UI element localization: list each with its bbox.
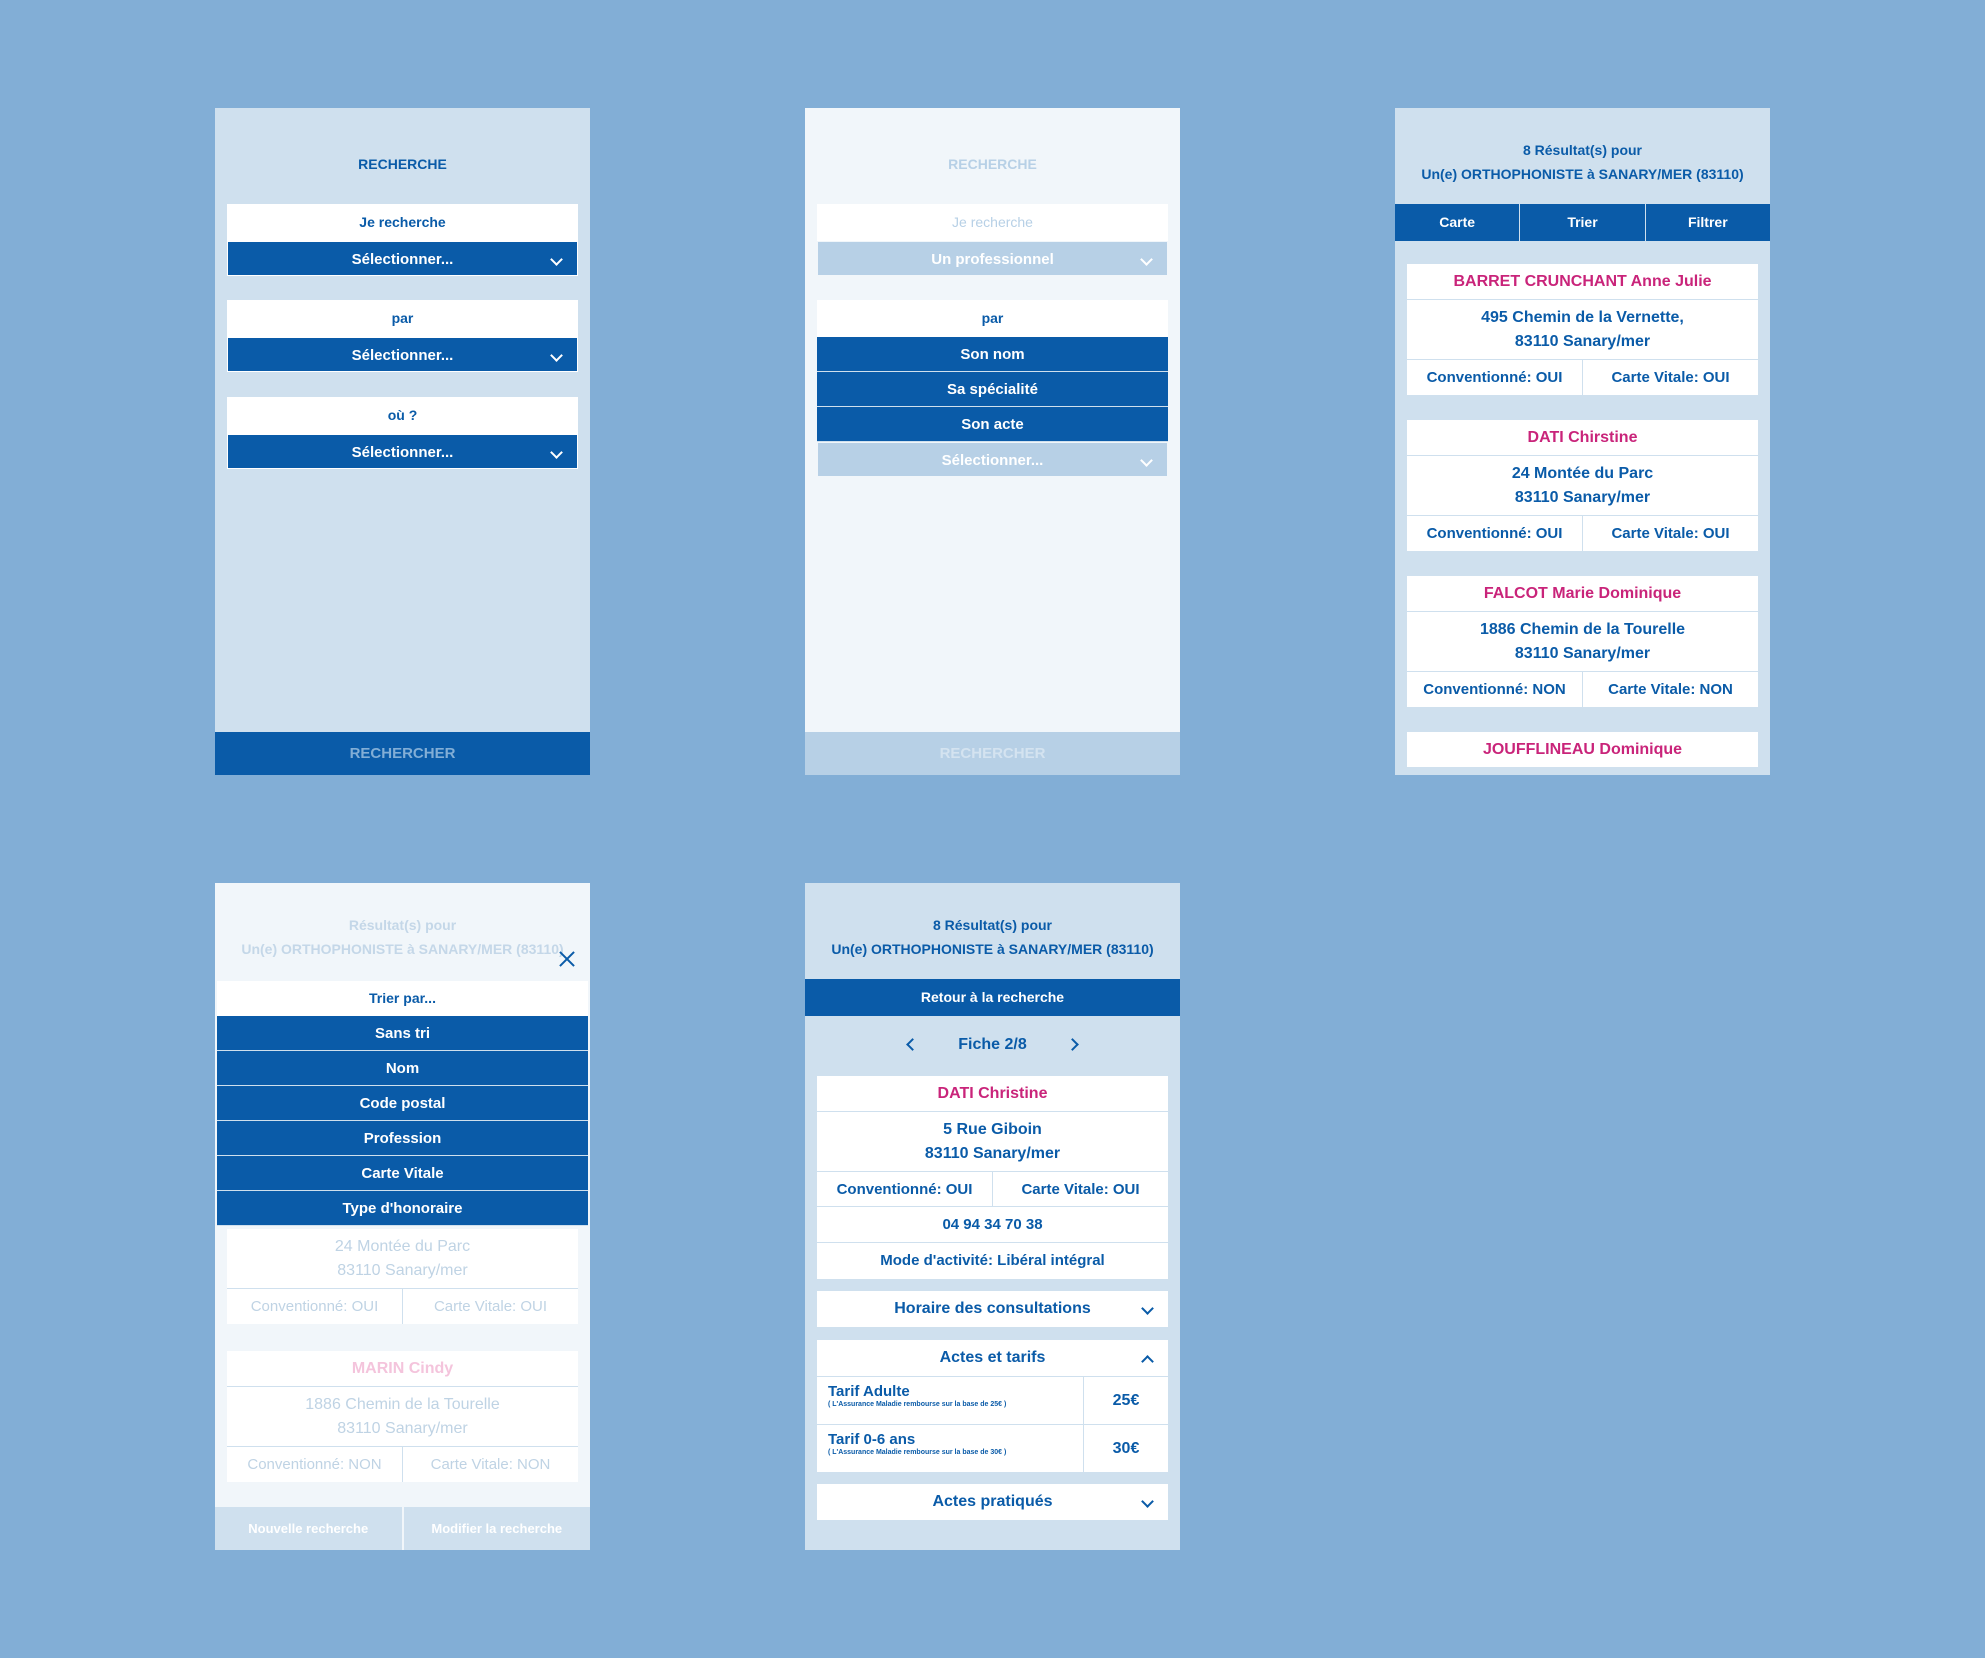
carte-vitale-status: Carte Vitale: NON	[430, 1456, 551, 1473]
field-par	[227, 300, 578, 372]
field-label: par	[817, 300, 1168, 337]
page-title: RECHERCHE	[358, 156, 447, 172]
result-address	[1407, 456, 1758, 516]
result-address	[227, 1387, 578, 1447]
result-address	[1407, 300, 1758, 360]
accordion-actes-tarifs[interactable]	[817, 1340, 1168, 1376]
detail-address	[817, 1112, 1168, 1172]
field-je-recherche	[817, 204, 1168, 276]
address-city: 83110 Sanary/mer	[337, 1262, 468, 1279]
result-card[interactable]	[1407, 264, 1758, 395]
results-title	[1395, 138, 1770, 186]
result-card[interactable]	[1407, 732, 1758, 768]
search-screen	[215, 108, 590, 775]
option-son-acte[interactable]: Son acte	[817, 407, 1168, 442]
pager-label: Fiche 2/8	[958, 1036, 1027, 1053]
sort-menu-header: Trier par...	[217, 981, 588, 1016]
result-info-row	[227, 1447, 578, 1482]
bottom-actions	[215, 1507, 590, 1550]
accordion-label: Actes pratiqués	[932, 1493, 1053, 1510]
modify-search-button[interactable]: Modifier la recherche	[404, 1507, 591, 1550]
tarif-row	[817, 1424, 1168, 1472]
conventionne-status: Conventionné: OUI	[227, 1289, 403, 1324]
search-screen-dropdown	[805, 108, 1180, 775]
results-query: Un(e) ORTHOPHONISTE à SANARY/MER (83110)	[241, 941, 564, 957]
back-bar	[805, 979, 1180, 1016]
results-query: Un(e) ORTHOPHONISTE à SANARY/MER (83110)	[1421, 166, 1744, 182]
address-city: 83110 Sanary/mer	[924, 1145, 1061, 1162]
detail-name: DATI Christine	[817, 1076, 1168, 1112]
tab-filtrer[interactable]: Filtrer	[1646, 204, 1770, 241]
sort-option-profession[interactable]: Profession	[217, 1121, 588, 1156]
select-value: Sélectionner...	[351, 251, 454, 268]
result-name: MARIN Cindy	[227, 1351, 578, 1387]
select-value: Sélectionner...	[351, 444, 454, 461]
option-sa-specialite[interactable]: Sa spécialité	[817, 372, 1168, 407]
conventionne-status: Conventionné: OUI	[1407, 360, 1583, 395]
close-icon[interactable]	[558, 950, 576, 968]
chevron-down-icon	[550, 446, 563, 459]
sort-option-code-postal[interactable]: Code postal	[217, 1086, 588, 1121]
tarif-price: 25€	[1112, 1392, 1140, 1409]
select-value: Sélectionner...	[941, 452, 1044, 469]
result-card[interactable]	[1407, 576, 1758, 707]
results-tabs	[1395, 204, 1770, 241]
carte-vitale-status: Carte Vitale: OUI	[1021, 1181, 1140, 1198]
field-label: par	[227, 300, 578, 337]
new-search-button[interactable]: Nouvelle recherche	[215, 1507, 404, 1550]
criteria-select[interactable]	[227, 337, 578, 372]
result-info-row	[1407, 672, 1758, 707]
carte-vitale-status: Carte Vitale: NON	[1608, 681, 1733, 698]
sort-menu	[217, 981, 588, 1226]
tarif-name: Tarif Adulte	[828, 1383, 910, 1400]
field-par	[817, 300, 1168, 477]
accordion-label: Horaire des consultations	[894, 1300, 1091, 1317]
carte-vitale-status: Carte Vitale: OUI	[1611, 525, 1730, 542]
tarif-name: Tarif 0-6 ans	[828, 1431, 916, 1448]
tarif-row	[817, 1376, 1168, 1424]
result-address	[227, 1229, 578, 1289]
accordion-actes-pratiques[interactable]	[817, 1484, 1168, 1520]
field-label: où ?	[227, 397, 578, 434]
sort-option-sans-tri[interactable]: Sans tri	[217, 1016, 588, 1051]
conventionne-status: Conventionné: NON	[1407, 672, 1583, 707]
tab-trier[interactable]: Trier	[1520, 204, 1645, 241]
tarif-note: ( L'Assurance Maladie rembourse sur la base de 30€ )	[828, 1449, 1007, 1456]
tarif-price: 30€	[1112, 1440, 1140, 1457]
phone-number[interactable]: 04 94 34 70 38	[817, 1207, 1168, 1243]
address-line: 1886 Chemin de la Tourelle	[1479, 621, 1686, 638]
page-title: RECHERCHE	[948, 156, 1037, 172]
field-label: Je recherche	[817, 204, 1168, 241]
results-screen	[1395, 108, 1770, 775]
field-ou	[227, 397, 578, 469]
sort-option-nom[interactable]: Nom	[217, 1051, 588, 1086]
result-card	[227, 1229, 578, 1324]
back-to-search-button[interactable]: Retour à la recherche	[805, 979, 1180, 1016]
profession-select[interactable]	[817, 241, 1168, 276]
carte-vitale-status: Carte Vitale: OUI	[1611, 369, 1730, 386]
search-button[interactable]: RECHERCHER	[215, 732, 590, 775]
detail-info-row	[817, 1172, 1168, 1207]
address-line: 5 Rue Giboin	[943, 1121, 1042, 1138]
sort-option-carte-vitale[interactable]: Carte Vitale	[217, 1156, 588, 1191]
address-line: 1886 Chemin de la Tourelle	[305, 1396, 500, 1413]
tab-carte[interactable]: Carte	[1395, 204, 1520, 241]
result-address	[1407, 612, 1758, 672]
address-city: 83110 Sanary/mer	[1514, 645, 1651, 662]
criteria-select[interactable]	[817, 442, 1168, 477]
address-line: 495 Chemin de la Vernette,	[1481, 309, 1684, 326]
address-line: 24 Montée du Parc	[334, 1238, 471, 1255]
result-info-row	[227, 1289, 578, 1324]
pager	[805, 1030, 1180, 1060]
tarif-info	[817, 1377, 1084, 1424]
detail-card	[817, 1076, 1168, 1279]
address-line: 24 Montée du Parc	[1511, 465, 1654, 482]
detail-screen	[805, 883, 1180, 1550]
chevron-down-icon	[1140, 454, 1153, 467]
chevron-down-icon	[1140, 253, 1153, 266]
results-count: 8 Résultat(s) pour	[932, 917, 1052, 933]
tarif-info	[817, 1425, 1084, 1472]
profession-select[interactable]	[227, 241, 578, 276]
address-city: 83110 Sanary/mer	[337, 1420, 468, 1437]
results-count: 8 Résultat(s) pour	[1522, 142, 1642, 158]
option-son-nom[interactable]: Son nom	[817, 337, 1168, 372]
result-info-row	[1407, 360, 1758, 395]
conventionne-status: Conventionné: OUI	[1407, 516, 1583, 551]
results-count: Résultat(s) pour	[348, 917, 457, 933]
result-name: FALCOT Marie Dominique	[1407, 576, 1758, 612]
results-query: Un(e) ORTHOPHONISTE à SANARY/MER (83110)	[831, 941, 1154, 957]
address-city: 83110 Sanary/mer	[1514, 333, 1651, 350]
address-city: 83110 Sanary/mer	[1514, 489, 1651, 506]
conventionne-status: Conventionné: NON	[227, 1447, 403, 1482]
results-title	[215, 913, 590, 961]
result-card	[227, 1351, 578, 1482]
field-je-recherche	[227, 204, 578, 276]
accordion-label: Actes et tarifs	[939, 1349, 1046, 1366]
accordion-horaires[interactable]	[817, 1291, 1168, 1327]
sort-option-type-honoraire[interactable]: Type d'honoraire	[217, 1191, 588, 1226]
result-card[interactable]	[1407, 420, 1758, 551]
chevron-down-icon	[1141, 1302, 1154, 1315]
tarif-note: ( L'Assurance Maladie rembourse sur la base de 25€ )	[828, 1401, 1007, 1408]
chevron-down-icon	[550, 253, 563, 266]
carte-vitale-status: Carte Vitale: OUI	[433, 1298, 548, 1315]
sort-screen	[215, 883, 590, 1550]
result-name: JOUFFLINEAU Dominique	[1407, 732, 1758, 768]
result-info-row	[1407, 516, 1758, 551]
result-name: BARRET CRUNCHANT Anne Julie	[1407, 264, 1758, 300]
chevron-down-icon	[550, 349, 563, 362]
chevron-down-icon	[1141, 1495, 1154, 1508]
conventionne-status: Conventionné: OUI	[817, 1172, 993, 1206]
select-value: Sélectionner...	[351, 347, 454, 364]
chevron-left-icon[interactable]	[906, 1038, 919, 1051]
activity-mode: Mode d'activité: Libéral intégral	[880, 1252, 1105, 1269]
results-title	[805, 913, 1180, 961]
result-name: DATI Chirstine	[1407, 420, 1758, 456]
chevron-right-icon[interactable]	[1066, 1038, 1079, 1051]
field-label: Je recherche	[227, 204, 578, 241]
select-value: Un professionnel	[931, 251, 1054, 268]
search-button[interactable]: RECHERCHER	[805, 732, 1180, 775]
chevron-up-icon	[1141, 1355, 1154, 1368]
location-select[interactable]	[227, 434, 578, 469]
